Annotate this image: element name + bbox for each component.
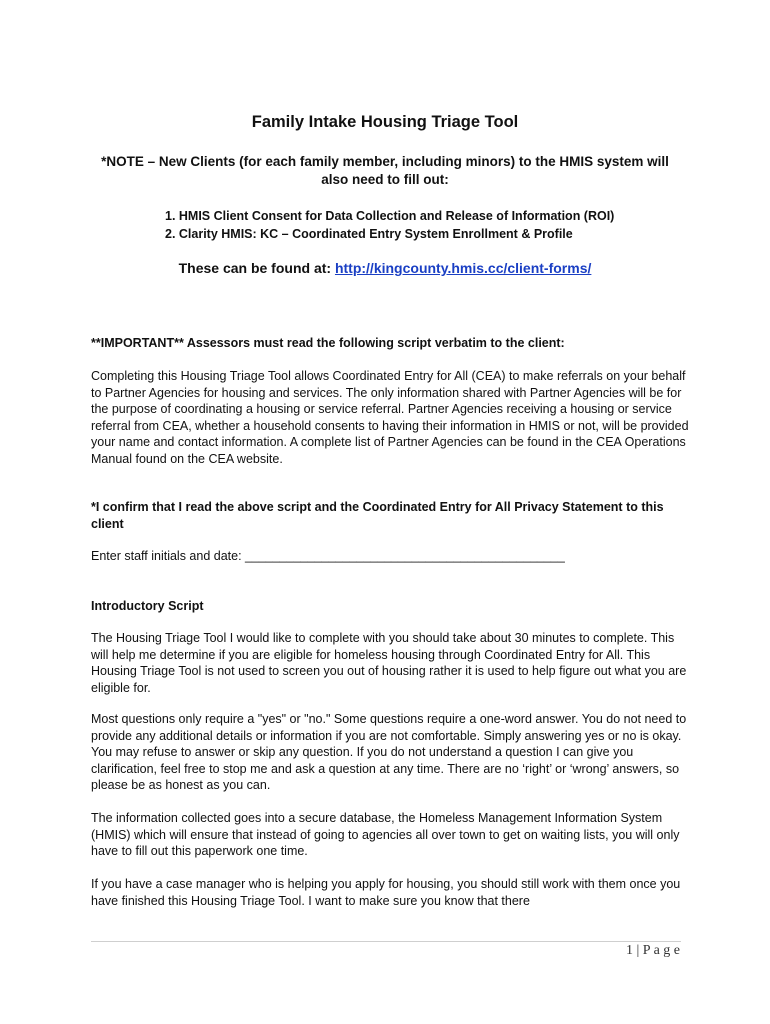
staff-initials-label: Enter staff initials and date: [91, 549, 242, 563]
staff-initials-field[interactable]: ______________________________________________ [245, 549, 565, 563]
important-heading: **IMPORTANT** Assessors must read the following script verbatim to the client: [91, 336, 565, 350]
required-form-roi: 1. HMIS Client Consent for Data Collection and Release of Information (ROI) [165, 209, 615, 223]
client-forms-link[interactable]: http://kingcounty.hmis.cc/client-forms/ [334, 260, 592, 276]
privacy-script-paragraph: Completing this Housing Triage Tool allows Coordinated Entry for All (CEA) to make referrals on your behalf to Partner Agencies for housing and services. The only information shared with Partner Agencies will be for the purpose of coordinating a housing or service referral. Partner Agencies receiving a housing or service referral from CEA, whether a household consents to having their information in HMIS or not, will be provided your name and contact information. A complete list of Partner Agencies can be found in the CEA Operations Manual found on the CEA website. [91, 369, 689, 466]
staff-initials-line [91, 548, 691, 565]
intro-paragraph: Most questions only require a "yes" or "no." Some questions require a one-word answer. You do not need to provide any additional details or information if you are not comfortable. Simply answering yes or no is okay. You may refuse to answer or skip any question. If you do not understand a question I can give you clarification, feel free to stop me and ask a question at any time. There are no ‘right’ or ‘wrong’ answers, so please be as honest as you can. [91, 712, 687, 792]
intro-paragraph: If you have a case manager who is helping you apply for housing, you should still work with them once you have finished this Housing Triage Tool. I want to make sure you know that there [91, 877, 681, 908]
confirm-statement: *I confirm that I read the above script and the Coordinated Entry for All Privacy Statement to this client [91, 500, 664, 531]
footer-divider [91, 941, 681, 942]
forms-location-label: These can be found at: [178, 260, 332, 276]
hmis-note: *NOTE – New Clients (for each family member, including minors) to the HMIS system will also need to fill out: [101, 154, 669, 187]
intro-paragraph: The Housing Triage Tool I would like to complete with you should take about 30 minutes to complete. This will help me determine if you are eligible for homeless housing through Coordinated Entry for All. This Housing Triage Tool is not used to screen you out of housing rather it is used to help figure out what you are eligible for. [91, 631, 687, 695]
forms-location [0, 260, 770, 276]
required-forms-list [165, 207, 705, 243]
page-number: 1 | P a g e [626, 943, 680, 958]
required-form-enrollment: 2. Clarity HMIS: KC – Coordinated Entry System Enrollment & Profile [165, 227, 573, 241]
intro-heading: Introductory Script [91, 599, 204, 613]
intro-paragraph: The information collected goes into a secure database, the Homeless Management Information System (HMIS) which will ensure that instead of going to agencies all over town to get on waiting lists, you will only have to fill out this paperwork one time. [91, 811, 680, 858]
document-title: Family Intake Housing Triage Tool [251, 113, 519, 131]
